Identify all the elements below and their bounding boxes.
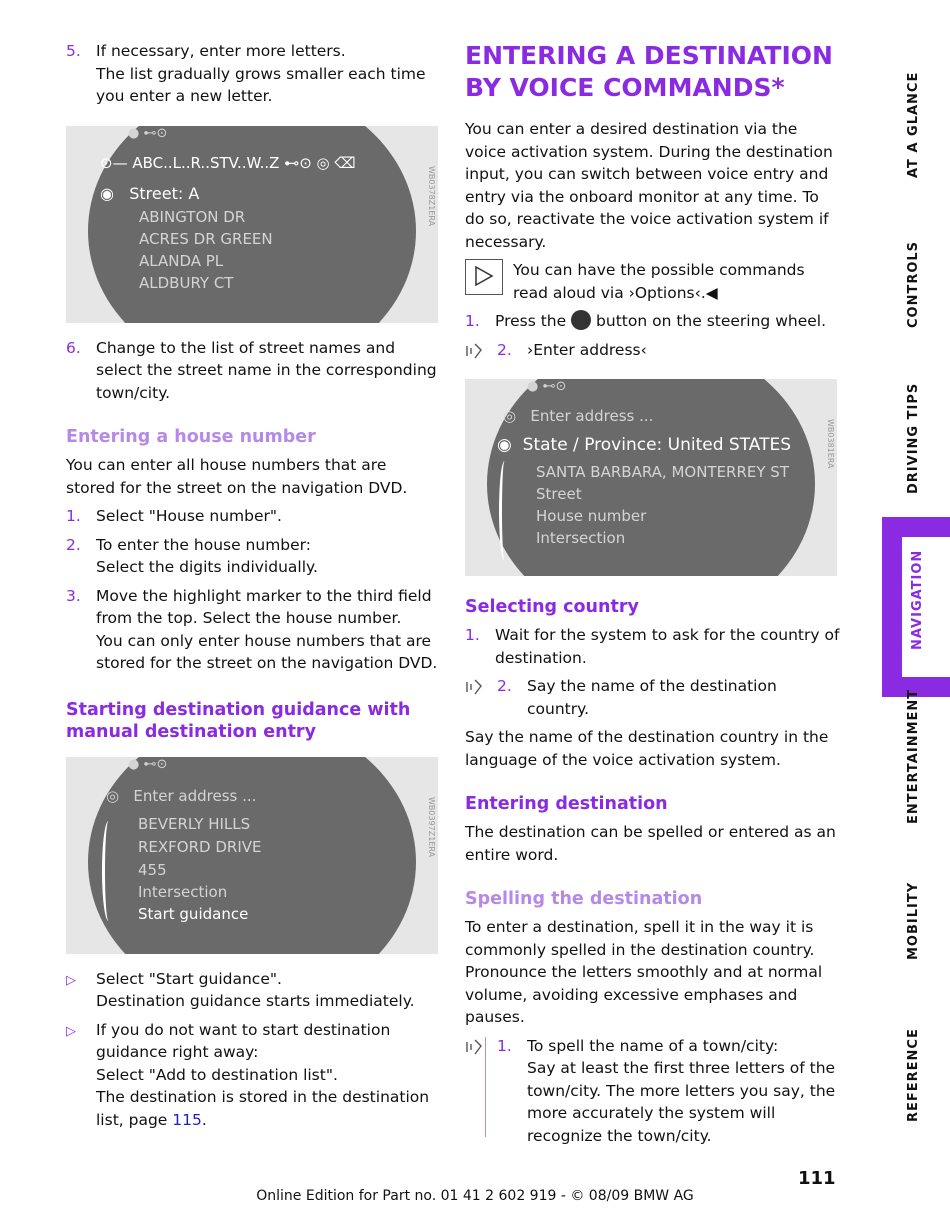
screen-start-guidance: ● ⊷⊙ ◎ Enter address ... BEVERLY HILLS REXFORD DRIVE 455 Intersection Start guidance WB0397Z1ERA	[66, 757, 438, 954]
right-column	[465, 40, 841, 1153]
enter-address: Enter address ...	[133, 786, 257, 805]
screen-enter-address: ● ⊷⊙ ◎ Enter address ... ◉ State / Province: United STATES SANTA BARBARA, MONTERREY ST Street House number Intersection WB0381ERA	[465, 379, 837, 576]
page-link[interactable]: 115	[172, 1110, 202, 1129]
house-step: 2. To enter the house number: Select the digits individually.	[66, 535, 318, 576]
entering-text: The destination can be spelled or entered as an entire word.	[465, 823, 836, 864]
country-step: 1. Wait for the system to ask for the country of destination.	[465, 626, 840, 667]
country-step: 2. Say the name of the destination country.	[465, 675, 841, 720]
address-item: REXFORD DRIVE	[138, 837, 262, 856]
address-item: House number	[536, 507, 647, 525]
street-item: ALANDA PL	[139, 251, 224, 270]
footer: Online Edition for Part no. 01 41 2 602 919 - © 08/09 BMW AG	[256, 1188, 694, 1204]
tab-driving-tips[interactable]: DRIVING TIPS	[906, 382, 921, 494]
address-item: Street	[536, 485, 582, 503]
voice-step-2: 2. ›Enter address‹	[465, 339, 841, 362]
street-item: ALDBURY CT	[139, 273, 234, 292]
step-6: 6. Change to the list of street names and select the street name in the corresponding town/city.	[66, 338, 437, 402]
enter-address: Enter address ...	[530, 407, 654, 425]
spell-step: 1. To spell the name of a town/city: Say at least the first three letters of the town/city. The more letters you say, the more accurately the system will recognize the town/city.	[465, 1035, 841, 1148]
country-note: Say the name of the destination country in the language of the voice activation system.	[465, 728, 829, 769]
street-item: ACRES DR GREEN	[139, 229, 273, 248]
note-icon	[465, 259, 503, 295]
voice-intro: You can enter a desired destination via the voice activation system. During the destination input, you can switch between voice entry and entry via the onboard monitor at any time. To do so, reactivate the voice activation system if necessary.	[465, 120, 833, 251]
tab-reference[interactable]: REFERENCE	[906, 1028, 921, 1122]
image-code: WB0397Z1ERA	[427, 796, 436, 857]
image-code: WB0378Z1ERA	[427, 165, 436, 226]
screen-street-list: ● ⊷⊙ ⊙— ABC..L..R..STV..W..Z ⊷⊙ ◎ ⌫ ◉ Street: A ABINGTON DR ACRES DR GREEN ALANDA PL ALDBURY CT WB0378Z1ERA	[66, 126, 438, 323]
house-step: 1. Select "House number".	[66, 507, 282, 525]
bullet-item: ▷ Select "Start guidance". Destination guidance starts immediately.	[66, 969, 415, 1010]
entering-heading: Entering destination	[465, 794, 668, 814]
state-province: State / Province: United STATES	[522, 435, 791, 455]
section-title: ENTERING A DESTINATION BY VOICE COMMANDS*	[465, 41, 833, 102]
spelling-heading: Spelling the destination	[465, 889, 703, 909]
address-item: BEVERLY HILLS	[138, 814, 251, 833]
tab-navigation[interactable]: NAVIGATION	[882, 517, 950, 697]
step-5-text: If necessary, enter more letters.	[96, 42, 346, 60]
address-item: SANTA BARBARA, MONTERREY ST	[536, 463, 789, 481]
voice-command-icon	[465, 339, 497, 362]
step-5-sub: The list gradually grows smaller each time you enter a new letter.	[96, 64, 426, 105]
bullet-item: ▷ If you do not want to start destination guidance right away: Select "Add to destination list". The destination is stored in the destination list, page 115.	[66, 1020, 430, 1129]
tab-entertainment[interactable]: ENTERTAINMENT	[906, 688, 921, 824]
tab-mobility[interactable]: MOBILITY	[906, 881, 921, 960]
house-heading: Entering a house number	[66, 427, 316, 447]
voice-command-icon	[465, 1035, 497, 1148]
tab-at-a-glance[interactable]: AT A GLANCE	[906, 71, 921, 178]
page-number: 111	[798, 1168, 836, 1189]
letter-row: ABC..L..R..STV..W..Z	[132, 153, 280, 172]
address-item: Intersection	[536, 529, 626, 547]
address-item: 455	[138, 860, 167, 879]
voice-command-icon	[465, 675, 497, 720]
street-item: ABINGTON DR	[139, 207, 246, 226]
spelling-text: To enter a destination, spell it in the way it is commonly spelled in the destination country. Pronounce the letters smoothly and at normal volume, avoiding excessive emphases and pauses.	[465, 918, 823, 1026]
note-text: You can have the possible commands read aloud via ›Options‹.◀	[513, 261, 805, 302]
guidance-heading: Starting destination guidance with manual destination entry	[66, 699, 411, 742]
tab-controls[interactable]: CONTROLS	[906, 240, 921, 328]
steering-button-icon	[571, 310, 591, 330]
street-field: Street: A	[129, 183, 200, 203]
country-heading: Selecting country	[465, 597, 639, 617]
image-code: WB0381ERA	[826, 419, 835, 469]
step-5: 5. If necessary, enter more letters. The list gradually grows smaller each time you enter a new letter.	[66, 40, 438, 108]
left-column	[66, 40, 438, 1137]
house-step: 3. Move the highlight marker to the third field from the top. Select the house number. You can only enter house numbers that are stored for the street on the navigation DVD.	[66, 586, 438, 672]
voice-step-1: 1. Press the button on the steering wheel.	[465, 312, 826, 330]
start-guidance-item: Start guidance	[138, 904, 249, 923]
note-box	[465, 259, 841, 304]
house-intro: You can enter all house numbers that are stored for the street on the navigation DVD.	[66, 456, 408, 497]
address-item: Intersection	[138, 882, 228, 901]
